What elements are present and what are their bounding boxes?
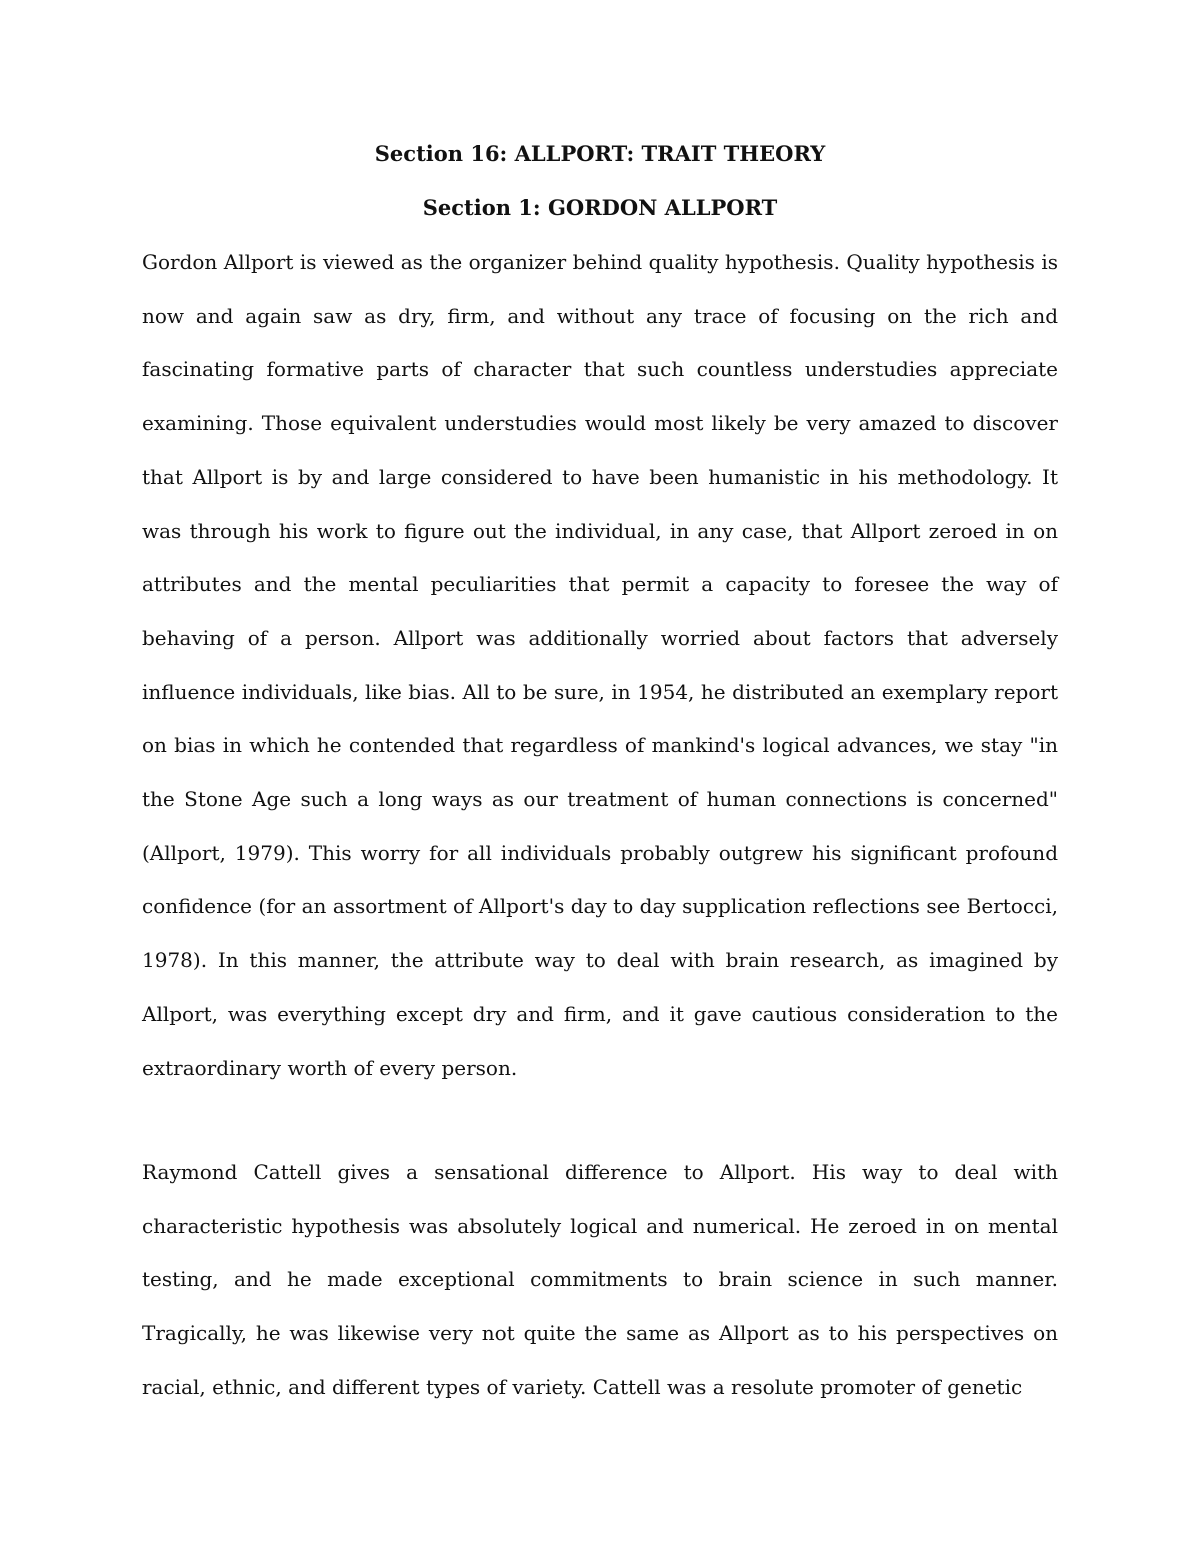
paragraph-cattell: Raymond Cattell gives a sensational difference to Allport. His way to deal with characteristic hypothesis was absolutely logical and numerical. He zeroed in on mental testing, and he made exceptional commitments to brain science in such manner. Tragically, he was likewise very not quite the same as Allport as to his perspectives on racial, ethnic, and different types of variety. Cattell was a resolute promoter of genetic [142, 1160, 1058, 1399]
subsection-heading: Section 1: GORDON ALLPORT [422, 195, 778, 220]
section-heading: Section 16: ALLPORT: TRAIT THEORY [374, 141, 826, 166]
paragraph-allport: Gordon Allport is viewed as the organizer behind quality hypothesis. Quality hypothesis is now and again saw as dry, firm, and without any trace of focusing on the rich and fascinating formative parts of character that such countless understudies appreciate examining. Those equivalent understudies would most likely be very amazed to discover that Allport is by and large considered to have been humanistic in his methodology. It was through his work to figure out the individual, in any case, that Allport zeroed in on attributes and the mental peculiarities that permit a capacity to foresee the way of behaving of a person. Allport was additionally worried about factors that adversely influence individuals, like bias. All to be sure, in 1954, he distributed an exemplary report on bias in which he contended that regardless of mankind's logical advances, we stay "in the Stone Age such a long ways as our treatment of human connections is concerned" (Allport, 1979). This worry for all individuals probably outgrew his significant profound confidence (for an assortment of Allport's day to day supplication reflections see Bertocci, 1978). In this manner, the attribute way to deal with brain research, as imagined by Allport, was everything except dry and firm, and it gave cautious consideration to the extraordinary worth of every person. [142, 250, 1058, 1080]
